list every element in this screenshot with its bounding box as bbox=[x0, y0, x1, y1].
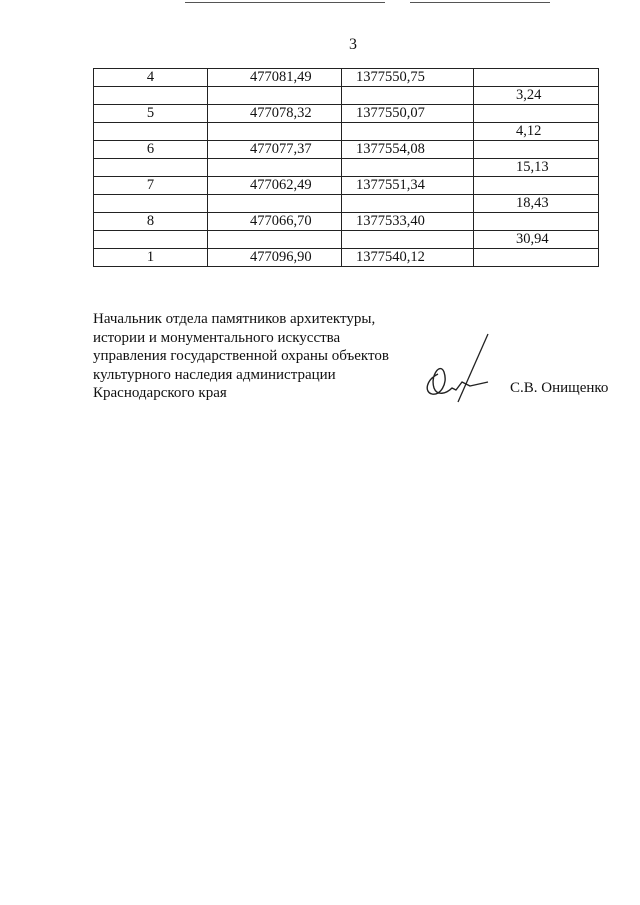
y-coordinate-cell: 1377554,08 bbox=[342, 141, 474, 159]
table-row-point bbox=[94, 213, 599, 231]
y-coordinate-cell: 1377550,75 bbox=[342, 69, 474, 87]
distance-cell: 4,12 bbox=[474, 123, 599, 141]
distance-cell bbox=[474, 105, 599, 123]
coordinates-table bbox=[93, 68, 599, 267]
point-number-cell: 4 bbox=[94, 69, 208, 87]
x-coordinate-cell bbox=[208, 195, 342, 213]
table-row-distance bbox=[94, 159, 599, 177]
point-number-cell: 7 bbox=[94, 177, 208, 195]
point-number-cell bbox=[94, 195, 208, 213]
y-coordinate-cell: 1377551,34 bbox=[342, 177, 474, 195]
y-coordinate-cell bbox=[342, 87, 474, 105]
position-line: Начальник отдела памятников архитектуры, bbox=[93, 311, 376, 327]
table-row-distance bbox=[94, 87, 599, 105]
distance-cell bbox=[474, 177, 599, 195]
point-number-cell: 8 bbox=[94, 213, 208, 231]
distance-cell: 18,43 bbox=[474, 195, 599, 213]
point-number-cell: 6 bbox=[94, 141, 208, 159]
distance-cell bbox=[474, 249, 599, 267]
top-edge-line-right bbox=[410, 2, 550, 3]
y-coordinate-cell bbox=[342, 123, 474, 141]
point-number-cell: 1 bbox=[94, 249, 208, 267]
x-coordinate-cell: 477081,49 bbox=[208, 69, 342, 87]
table-row-distance bbox=[94, 231, 599, 249]
x-coordinate-cell bbox=[208, 87, 342, 105]
distance-cell bbox=[474, 141, 599, 159]
table-row-point bbox=[94, 69, 599, 87]
x-coordinate-cell bbox=[208, 123, 342, 141]
table-row-point bbox=[94, 249, 599, 267]
distance-cell: 15,13 bbox=[474, 159, 599, 177]
position-line: истории и монументального искусства bbox=[93, 329, 341, 346]
y-coordinate-cell: 1377533,40 bbox=[342, 213, 474, 231]
x-coordinate-cell: 477096,90 bbox=[208, 249, 342, 267]
x-coordinate-cell: 477077,37 bbox=[208, 141, 342, 159]
point-number-cell bbox=[94, 231, 208, 249]
point-number-cell bbox=[94, 159, 208, 177]
distance-cell bbox=[474, 213, 599, 231]
table-row-point bbox=[94, 105, 599, 123]
point-number-cell bbox=[94, 123, 208, 141]
x-coordinate-cell: 477066,70 bbox=[208, 213, 342, 231]
x-coordinate-cell: 477078,32 bbox=[208, 105, 342, 123]
y-coordinate-cell: 1377540,12 bbox=[342, 249, 474, 267]
table-row-distance bbox=[94, 195, 599, 213]
distance-cell: 3,24 bbox=[474, 87, 599, 105]
x-coordinate-cell: 477062,49 bbox=[208, 177, 342, 195]
top-edge-line-left bbox=[185, 2, 385, 3]
x-coordinate-cell bbox=[208, 159, 342, 177]
distance-cell bbox=[474, 69, 599, 87]
table-row-point bbox=[94, 177, 599, 195]
y-coordinate-cell bbox=[342, 195, 474, 213]
position-line: Краснодарского края bbox=[93, 385, 227, 402]
signature-position bbox=[93, 310, 393, 403]
x-coordinate-cell bbox=[208, 231, 342, 249]
y-coordinate-cell bbox=[342, 159, 474, 177]
y-coordinate-cell: 1377550,07 bbox=[342, 105, 474, 123]
table-row-distance bbox=[94, 123, 599, 141]
distance-cell: 30,94 bbox=[474, 231, 599, 249]
position-line: культурного наследия администрации bbox=[93, 366, 336, 383]
y-coordinate-cell bbox=[342, 231, 474, 249]
signer-name: С.В. Онищенко bbox=[510, 380, 609, 396]
table-row-point bbox=[94, 141, 599, 159]
page-number: 3 bbox=[349, 36, 357, 53]
point-number-cell bbox=[94, 87, 208, 105]
point-number-cell: 5 bbox=[94, 105, 208, 123]
handwritten-signature bbox=[418, 332, 498, 412]
position-line: управления государственной охраны объектов bbox=[93, 348, 389, 365]
